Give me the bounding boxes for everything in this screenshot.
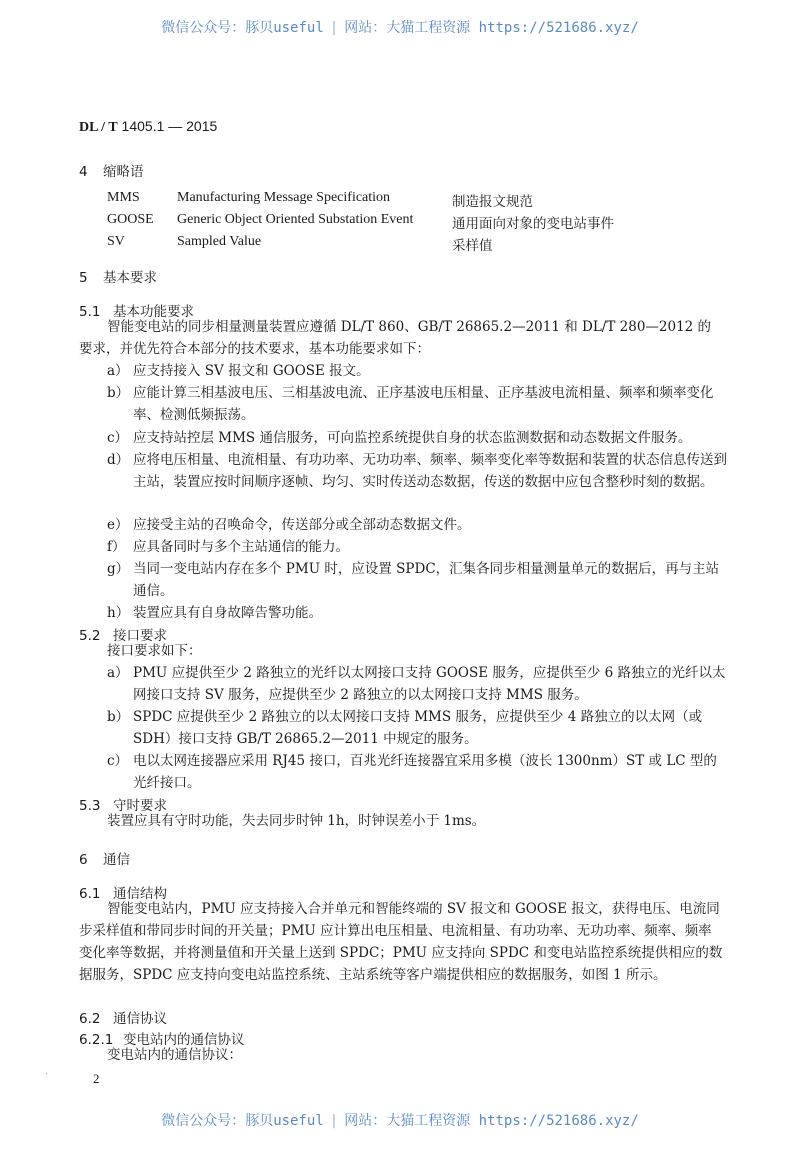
section-title: 通信协议 bbox=[113, 1011, 167, 1027]
section-5-3-heading: 5.3 守时要求 bbox=[79, 798, 167, 814]
section-5-3-text: 装置应具有守时功能，失去同步时钟 1h，时钟误差小于 1ms。 bbox=[107, 813, 486, 829]
section-5-heading: 5 基本要求 bbox=[79, 270, 157, 286]
list-item bbox=[107, 662, 727, 706]
list-text: 应支持接入 SV 报文和 GOOSE 报文。 bbox=[133, 363, 370, 379]
section-5-1-intro: 智能变电站的同步相量测量装置应遵循 DL/T 860、GB/T 26865.2—2011 和 DL/T 280—2012 的要求，并优先符合本部分的技术要求，基本功能要求如下： bbox=[79, 319, 712, 357]
list-label: f） bbox=[107, 539, 126, 555]
abbr-english: Generic Object Oriented Substation Event bbox=[177, 212, 414, 227]
abbr-term: MMS bbox=[107, 190, 140, 205]
section-6-1-text: 智能变电站内，PMU 应支持接入合并单元和智能终端的 SV 报文和 GOOSE 报文，获得电压、电流同步采样值和带同步时间的开关量；PMU 应计算出电压相量、电流相量、有功功率、无功功率、频率、频率变化率等数据，并将测量值和开关量上送到 SPDC；PMU 应支持向 SPDC 和变电站监控系统提供相应的数据服务，SPDC 应支持向变电站监控系统、主站系统等客户端提供相应的数据服务，如图 1 所示。 bbox=[79, 901, 723, 983]
list-item bbox=[107, 514, 727, 536]
abbr-term: SV bbox=[107, 234, 125, 249]
section-6-2-1-text: 变电站内的通信协议： bbox=[107, 1047, 242, 1063]
list-label: b） bbox=[107, 709, 130, 725]
list-text: 应具备同时与多个主站通信的能力。 bbox=[133, 539, 349, 555]
section-title: 守时要求 bbox=[113, 798, 167, 814]
watermark-right-text: 网站：大猫工程资源 https://521686.xyz/ bbox=[344, 20, 639, 36]
scan-speck bbox=[46, 1073, 47, 1074]
list-item bbox=[107, 706, 727, 750]
section-5-2-intro: 接口要求如下： bbox=[107, 643, 202, 659]
list-item bbox=[107, 382, 727, 426]
list-label: g） bbox=[107, 561, 130, 577]
list-label: a） bbox=[107, 363, 129, 379]
list-label: h） bbox=[107, 605, 130, 621]
section-title: 接口要求 bbox=[113, 628, 167, 644]
abbr-term: GOOSE bbox=[107, 212, 154, 227]
list-text: 电以太网连接器应采用 RJ45 接口，百兆光纤连接器宜采用多模（波长 1300nm）ST 或 LC 型的光纤接口。 bbox=[133, 753, 717, 791]
abbr-chinese: 通用面向对象的变电站事件 bbox=[452, 216, 614, 232]
standard-prefix: DL / T bbox=[79, 120, 118, 135]
section-5-2-heading: 5.2 接口要求 bbox=[79, 628, 167, 644]
watermark-separator: | bbox=[329, 1113, 339, 1129]
page-number: 2 bbox=[93, 1071, 100, 1086]
standard-code: 1405.1 — 2015 bbox=[121, 118, 218, 134]
section-title: 通信 bbox=[103, 852, 130, 868]
list-text: 应接受主站的召唤命令，传送部分或全部动态数据文件。 bbox=[133, 517, 471, 533]
watermark-separator: | bbox=[329, 20, 339, 36]
list-text: 应能计算三相基波电压、三相基波电流、正序基波电压相量、正序基波电流相量、频率和频率变化率、检测低频振荡。 bbox=[133, 385, 714, 423]
list-text: 应将电压相量、电流相量、有功功率、无功功率、频率、频率变化率等数据和装置的状态信息传送到主站，装置应按时间顺序逐帧、均匀、实时传送动态数据，传送的数据中应包含整秒时刻的数据。 bbox=[133, 452, 727, 490]
abbr-chinese: 采样值 bbox=[452, 238, 493, 254]
section-title: 通信结构 bbox=[113, 886, 167, 902]
section-title: 缩略语 bbox=[103, 164, 144, 180]
section-title: 变电站内的通信协议 bbox=[123, 1032, 245, 1048]
section-4-heading: 4 缩略语 bbox=[79, 164, 144, 180]
list-label: a） bbox=[107, 665, 129, 681]
list-label: c） bbox=[107, 430, 129, 446]
standard-number bbox=[79, 118, 217, 136]
list-item bbox=[107, 449, 727, 493]
list-item bbox=[107, 602, 727, 624]
list-text: 装置应具有自身故障告警功能。 bbox=[133, 605, 322, 621]
abbr-english: Manufacturing Message Specification bbox=[177, 190, 391, 205]
list-item bbox=[107, 750, 727, 794]
list-text: 当同一变电站内存在多个 PMU 时，应设置 SPDC，汇集各同步相量测量单元的数据后，再与主站通信。 bbox=[133, 561, 720, 599]
section-6-2-heading: 6.2 通信协议 bbox=[79, 1011, 167, 1027]
watermark-bottom bbox=[0, 1110, 800, 1130]
list-label: b） bbox=[107, 385, 130, 401]
section-title: 基本要求 bbox=[103, 270, 157, 286]
list-text: 应支持站控层 MMS 通信服务，可向监控系统提供自身的状态监测数据和动态数据文件服务。 bbox=[133, 430, 692, 446]
watermark-top bbox=[0, 17, 800, 37]
list-item bbox=[107, 558, 727, 602]
abbr-english: Sampled Value bbox=[177, 234, 262, 249]
section-5-1-heading: 5.1 基本功能要求 bbox=[79, 304, 194, 320]
list-label: d） bbox=[107, 452, 130, 468]
list-label: c） bbox=[107, 753, 129, 769]
list-text: SPDC 应提供至少 2 路独立的以太网接口支持 MMS 服务，应提供至少 4 路独立的以太网（或SDH）接口支持 GB/T 26865.2—2011 中规定的服务。 bbox=[133, 709, 703, 747]
list-item bbox=[107, 427, 727, 449]
list-item bbox=[107, 360, 727, 382]
watermark-right-text: 网站：大猫工程资源 https://521686.xyz/ bbox=[344, 1113, 639, 1129]
section-title: 基本功能要求 bbox=[113, 304, 194, 320]
abbr-chinese: 制造报文规范 bbox=[452, 194, 533, 210]
list-text: PMU 应提供至少 2 路独立的光纤以太网接口支持 GOOSE 服务，应提供至少 6 路独立的光纤以太网接口支持 SV 服务，应提供至少 2 路独立的以太网接口支持 MMS 服务。 bbox=[133, 665, 726, 703]
list-label: e） bbox=[107, 517, 129, 533]
section-6-2-1-heading: 6.2.1 变电站内的通信协议 bbox=[79, 1032, 245, 1048]
watermark-left-text: 微信公众号：豚贝useful bbox=[161, 1113, 324, 1129]
list-item bbox=[107, 536, 727, 558]
section-6-heading: 6 通信 bbox=[79, 852, 130, 868]
watermark-left-text: 微信公众号：豚贝useful bbox=[161, 20, 324, 36]
section-6-1-heading: 6.1 通信结构 bbox=[79, 886, 167, 902]
